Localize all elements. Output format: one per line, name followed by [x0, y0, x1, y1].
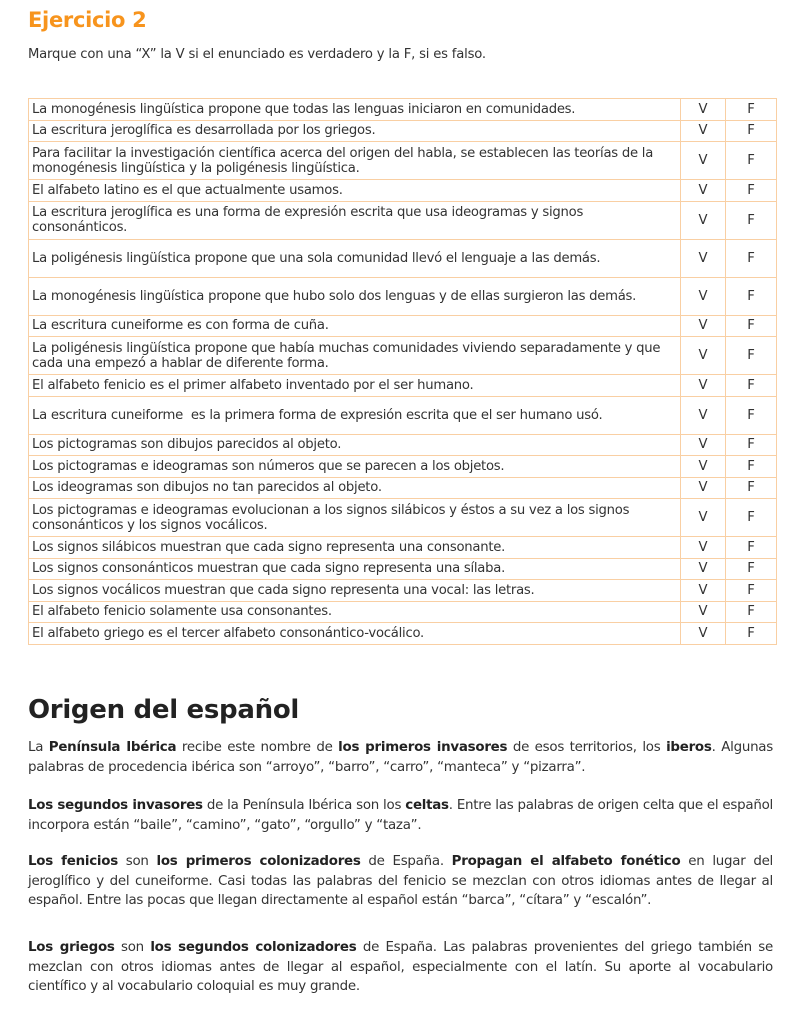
true-option-cell[interactable]: V [681, 315, 726, 337]
paragraph-griegos [28, 938, 773, 997]
section-title: Origen del español [28, 695, 300, 725]
true-option-cell[interactable]: V [681, 558, 726, 580]
false-option-cell[interactable]: F [726, 120, 777, 142]
statement-row [29, 456, 777, 478]
true-option-cell[interactable]: V [681, 537, 726, 559]
statement-text: El alfabeto griego es el tercer alfabeto consonántico-vocálico. [29, 623, 681, 645]
true-option-cell[interactable]: V [681, 499, 726, 537]
statement-row [29, 537, 777, 559]
paragraph-text: en lugar del jeroglífico y del cuneiforme. Casi todas las palabras del fenicio se mezclan con otros idiomas antes de llegar al español. Entre las pocas que llegan directamente al español están “barca”, “cítara” y “escalón”. [28, 854, 774, 908]
statement-text: La monogénesis lingüística propone que todas las lenguas iniciaron en comunidades. [29, 99, 681, 121]
paragraph-celtas [28, 796, 773, 835]
statement-row [29, 375, 777, 397]
true-option-cell[interactable]: V [681, 375, 726, 397]
statement-text: Los signos silábicos muestran que cada signo representa una consonante. [29, 537, 681, 559]
statement-row [29, 180, 777, 202]
paragraph-text: de esos territorios, los [507, 740, 667, 755]
paragraph-text: de España. [360, 854, 452, 869]
false-option-cell[interactable]: F [726, 477, 777, 499]
false-option-cell[interactable]: F [726, 239, 777, 277]
statement-text: Los pictogramas son dibujos parecidos al objeto. [29, 434, 681, 456]
false-option-cell[interactable]: F [726, 277, 777, 315]
false-option-cell[interactable]: F [726, 499, 777, 537]
true-false-table [28, 98, 777, 645]
true-option-cell[interactable]: V [681, 239, 726, 277]
statement-row [29, 434, 777, 456]
false-option-cell[interactable]: F [726, 201, 777, 239]
statement-row [29, 558, 777, 580]
paragraph-text: son [117, 854, 157, 869]
statement-text: Los pictogramas e ideogramas son números que se parecen a los objetos. [29, 456, 681, 478]
paragraph-text: . Entre las palabras de origen celta que el español incorpora están “baile”, “camino”, “gato”, “orgullo” y “taza”. [28, 798, 774, 833]
bold-term: Los fenicios [28, 854, 118, 869]
statement-text: El alfabeto fenicio es el primer alfabeto inventado por el ser humano. [29, 375, 681, 397]
false-option-cell[interactable]: F [726, 337, 777, 375]
true-option-cell[interactable]: V [681, 99, 726, 121]
statement-row [29, 315, 777, 337]
statement-row [29, 201, 777, 239]
bold-term: Los griegos [28, 940, 115, 955]
statement-row [29, 99, 777, 121]
true-option-cell[interactable]: V [681, 277, 726, 315]
true-option-cell[interactable]: V [681, 580, 726, 602]
paragraph-text: recibe este nombre de [176, 740, 339, 755]
false-option-cell[interactable]: F [726, 434, 777, 456]
statement-text: Los signos consonánticos muestran que cada signo representa una sílaba. [29, 558, 681, 580]
statement-text: La escritura cuneiforme es con forma de cuña. [29, 315, 681, 337]
exercise-instruction: Marque con una “X” la V si el enunciado es verdadero y la F, si es falso. [28, 47, 486, 62]
statement-row [29, 239, 777, 277]
statement-row [29, 142, 777, 180]
paragraph-iberos [28, 738, 773, 777]
paragraph-text: . Algunas palabras de procedencia ibérica son “arroyo”, “barro”, “carro”, “manteca” y “pizarra”. [28, 740, 773, 775]
statement-text: El alfabeto fenicio solamente usa consonantes. [29, 601, 681, 623]
false-option-cell[interactable]: F [726, 180, 777, 202]
true-option-cell[interactable]: V [681, 456, 726, 478]
bold-term: los primeros colonizadores [156, 854, 361, 869]
statement-text: Los signos vocálicos muestran que cada signo representa una vocal: las letras. [29, 580, 681, 602]
true-option-cell[interactable]: V [681, 601, 726, 623]
false-option-cell[interactable]: F [726, 456, 777, 478]
true-false-table-body [29, 99, 777, 645]
false-option-cell[interactable]: F [726, 375, 777, 397]
paragraph-text: son [114, 940, 151, 955]
bold-term: iberos [666, 740, 712, 755]
paragraph-text: La [28, 740, 49, 755]
true-option-cell[interactable]: V [681, 434, 726, 456]
false-option-cell[interactable]: F [726, 142, 777, 180]
statement-row [29, 277, 777, 315]
true-option-cell[interactable]: V [681, 180, 726, 202]
bold-term: los segundos colonizadores [150, 940, 357, 955]
bold-term: los primeros invasores [338, 740, 508, 755]
false-option-cell[interactable]: F [726, 537, 777, 559]
true-option-cell[interactable]: V [681, 120, 726, 142]
exercise-title: Ejercicio 2 [28, 8, 147, 32]
false-option-cell[interactable]: F [726, 580, 777, 602]
false-option-cell[interactable]: F [726, 558, 777, 580]
statement-text: La poligénesis lingüística propone que había muchas comunidades viviendo separadamente y que cada una empezó a hablar de diferente forma. [29, 337, 681, 375]
true-option-cell[interactable]: V [681, 201, 726, 239]
paragraph-text: de la Península Ibérica son los [202, 798, 406, 813]
statement-row [29, 120, 777, 142]
statement-row [29, 396, 777, 434]
statement-text: El alfabeto latino es el que actualmente usamos. [29, 180, 681, 202]
statement-row [29, 623, 777, 645]
statement-text: La poligénesis lingüística propone que una sola comunidad llevó el lenguaje a las demás. [29, 239, 681, 277]
true-option-cell[interactable]: V [681, 623, 726, 645]
statement-text: La escritura jeroglífica es una forma de expresión escrita que usa ideogramas y signos consonánticos. [29, 201, 681, 239]
statement-text: La escritura jeroglífica es desarrollada por los griegos. [29, 120, 681, 142]
false-option-cell[interactable]: F [726, 315, 777, 337]
true-option-cell[interactable]: V [681, 337, 726, 375]
false-option-cell[interactable]: F [726, 623, 777, 645]
statement-row [29, 499, 777, 537]
true-option-cell[interactable]: V [681, 396, 726, 434]
bold-term: Los segundos invasores [28, 798, 203, 813]
statement-row [29, 337, 777, 375]
statement-text: Para facilitar la investigación científica acerca del origen del habla, se establecen las teorías de la monogénesis lingüística y la poligénesis lingüística. [29, 142, 681, 180]
bold-term: Península Ibérica [48, 740, 177, 755]
false-option-cell[interactable]: F [726, 396, 777, 434]
paragraph-text: de España. Las palabras provenientes del griego también se mezclan con otros idiomas antes de llegar al español, especialmente con el latín. Su aporte al vocabulario científico y al vocabulario coloquial es muy grande. [28, 940, 773, 994]
true-option-cell[interactable]: V [681, 142, 726, 180]
statement-text: Los ideogramas son dibujos no tan parecidos al objeto. [29, 477, 681, 499]
statement-row [29, 601, 777, 623]
paragraph-fenicios [28, 852, 773, 911]
statement-text: La escritura cuneiforme es la primera forma de expresión escrita que el ser humano usó. [29, 396, 681, 434]
statement-text: Los pictogramas e ideogramas evolucionan a los signos silábicos y éstos a su vez a los signos consonánticos y los signos vocálicos. [29, 499, 681, 537]
bold-term: Propagan el alfabeto fonético [451, 854, 681, 869]
statement-row [29, 580, 777, 602]
bold-term: celtas [405, 798, 449, 813]
false-option-cell[interactable]: F [726, 601, 777, 623]
statement-row [29, 477, 777, 499]
true-option-cell[interactable]: V [681, 477, 726, 499]
statement-text: La monogénesis lingüística propone que hubo solo dos lenguas y de ellas surgieron las demás. [29, 277, 681, 315]
false-option-cell[interactable]: F [726, 99, 777, 121]
